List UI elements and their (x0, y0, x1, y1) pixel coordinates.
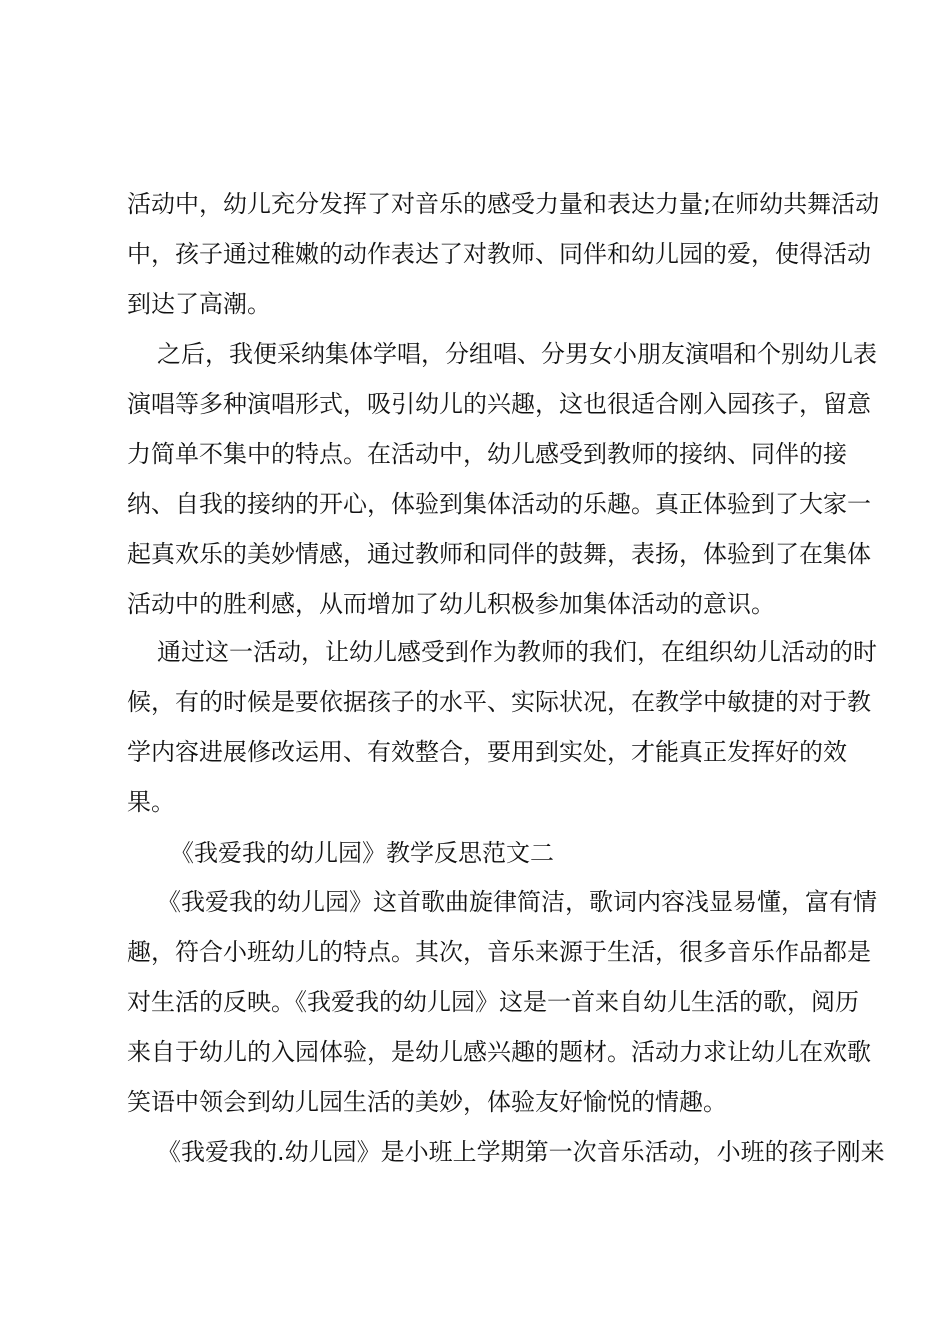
section-heading: 《我爱我的幼儿园》教学反思范文二 (170, 839, 554, 867)
paragraph-2-line-3: 力简单不集中的特点。在活动中，幼儿感受到教师的接纳、同伴的接 (127, 440, 847, 468)
paragraph-4-line-4: 来自于幼儿的入园体验，是幼儿感兴趣的题材。活动力求让幼儿在欢歌 (127, 1038, 871, 1066)
paragraph-2-line-2: 演唱等多种演唱形式，吸引幼儿的兴趣，这也很适合刚入园孩子，留意 (127, 390, 871, 418)
paragraph-1-line-1: 活动中，幼儿充分发挥了对音乐的感受力量和表达力量;在师幼共舞活动 (127, 190, 880, 218)
paragraph-2-line-4: 纳、自我的接纳的开心，体验到集体活动的乐趣。真正体验到了大家一 (127, 490, 871, 518)
paragraph-3-line-1: 通过这一活动，让幼儿感受到作为教师的我们，在组织幼儿活动的时 (157, 638, 877, 666)
paragraph-1-line-2: 中，孩子通过稚嫩的动作表达了对教师、同伴和幼儿园的爱，使得活动 (127, 240, 871, 268)
paragraph-3-line-3: 学内容进展修改运用、有效整合，要用到实处，才能真正发挥好的效 (127, 738, 847, 766)
paragraph-2-line-6: 活动中的胜利感，从而增加了幼儿积极参加集体活动的意识。 (127, 590, 775, 618)
paragraph-1-line-3: 到达了高潮。 (127, 290, 271, 318)
paragraph-4-line-5: 笑语中领会到幼儿园生活的美妙，体验友好愉悦的情趣。 (127, 1088, 727, 1116)
paragraph-2-line-1: 之后，我便采纳集体学唱，分组唱、分男女小朋友演唱和个别幼儿表 (157, 340, 877, 368)
paragraph-5-line-1: 《我爱我的.幼儿园》是小班上学期第一次音乐活动，小班的孩子刚来 (157, 1138, 885, 1166)
paragraph-4-line-2: 趣，符合小班幼儿的特点。其次，音乐来源于生活，很多音乐作品都是 (127, 938, 871, 966)
paragraph-4-line-3: 对生活的反映。《我爱我的幼儿园》这是一首来自幼儿生活的歌，阅历 (127, 988, 859, 1016)
paragraph-3-line-2: 候，有的时候是要依据孩子的水平、实际状况，在教学中敏捷的对于教 (127, 688, 871, 716)
paragraph-3-line-4: 果。 (127, 788, 175, 816)
paragraph-4-line-1: 《我爱我的幼儿园》这首歌曲旋律简洁，歌词内容浅显易懂，富有情 (157, 888, 877, 916)
paragraph-2-line-5: 起真欢乐的美妙情感，通过教师和同伴的鼓舞，表扬，体验到了在集体 (127, 540, 871, 568)
